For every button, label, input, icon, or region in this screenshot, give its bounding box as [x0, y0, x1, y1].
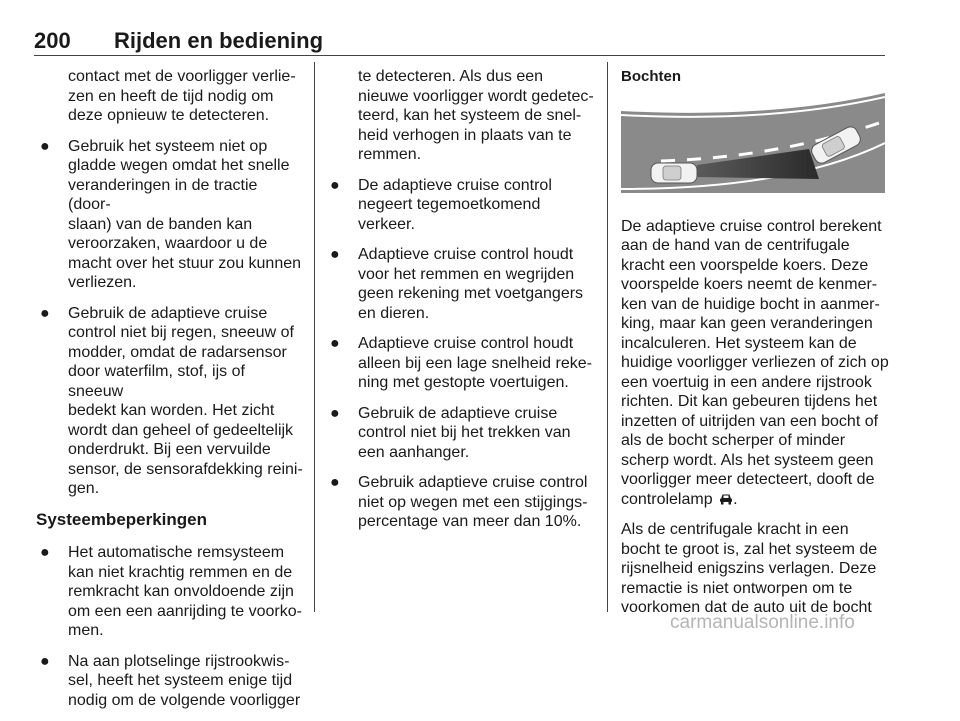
column-divider-2 [607, 62, 608, 612]
text-line: wordt dan geheel of gedeeltelijk [68, 421, 294, 439]
column-divider-1 [314, 62, 315, 612]
text-line: contact met de voorligger verlie- [68, 68, 296, 85]
text-line: macht over het stuur zou kunnen [68, 254, 302, 272]
vehicle-ahead-icon [719, 493, 733, 505]
text-fragment: . [733, 490, 738, 508]
continuation-text [36, 67, 304, 126]
text-line: incalculeren. Het systeem kan de [621, 334, 857, 352]
text-line: Gebruik de adaptieve cruise [68, 304, 268, 322]
bullet-item [326, 334, 598, 393]
text-line: kracht een voorspelde koers. Deze [621, 256, 869, 274]
text-line: remmen. [358, 146, 422, 163]
text-line: kan niet krachtig remmen en de [68, 563, 293, 581]
subsection-title: Bochten [621, 68, 681, 85]
text-line: De adaptieve cruise control berekent [621, 217, 882, 235]
text-line: control niet bij regen, sneeuw of [68, 324, 294, 341]
text-line: voorkomen dat de auto uit de bocht [621, 599, 872, 616]
bullet-item [326, 176, 598, 235]
text-line: richten. Dit kan gebeuren tijdens het [621, 393, 878, 410]
text-line: alleen bij een lage snelheid reke- [358, 354, 592, 372]
bullet-dot-icon: ● [40, 137, 50, 155]
text-line: Gebruik adaptieve cruise control [358, 474, 588, 491]
paragraph [621, 217, 889, 510]
text-line: heid verhogen in plaats van te [358, 126, 572, 144]
bullet-dot-icon: ● [330, 335, 340, 352]
text-line: De adaptieve cruise control [358, 176, 552, 194]
own-car [651, 163, 697, 183]
text-line: veroorzaken, waardoor u de [68, 235, 268, 252]
text-line: percentage van meer dan 10%. [358, 513, 582, 530]
curve-radar-illustration [621, 93, 885, 201]
text-line: een aanhanger. [358, 443, 470, 461]
text-line: scherp wordt. Als het systeem geen [621, 451, 874, 469]
bullet-dot-icon: ● [40, 544, 50, 561]
text-line: bocht te groot is, zal het systeem de [621, 540, 878, 558]
text-line: sensor, de sensorafdekking reini- [68, 460, 303, 478]
bullet-item [36, 304, 304, 499]
text-line: remkracht kan onvoldoende zijn [68, 583, 294, 600]
text-line: een voertuig in een andere rijstrook [621, 373, 872, 391]
text-line: zen en heeft de tijd nodig om [68, 87, 274, 105]
text-line: Het automatische remsysteem [68, 544, 285, 561]
text-line: ning met gestopte voertuigen. [358, 374, 569, 391]
bullet-dot-icon: ● [40, 652, 50, 670]
watermark: carmanualsonline.info [670, 612, 855, 633]
text-line: teerd, kan het systeem de snel- [358, 107, 582, 124]
text-line: ken van de huidige bocht in aanmer- [621, 295, 880, 313]
text-line: voorspelde koers neemt de kenmer- [621, 276, 878, 293]
text-line: nieuwe voorligger wordt gedetec- [358, 87, 594, 105]
page-header [34, 28, 885, 52]
text-line: aan de hand van de centrifugale [621, 237, 850, 254]
bullet-item [326, 245, 598, 323]
text-line: deze opnieuw te detecteren. [68, 107, 270, 124]
text-line: inzetten of uitrijden van een bocht of [621, 412, 879, 430]
text-line: modder, omdat de radarsensor [68, 343, 287, 361]
column-2 [326, 67, 598, 543]
text-line: men. [68, 622, 104, 639]
text-line: voor het remmen en wegrijden [358, 265, 575, 283]
bullet-dot-icon: ● [330, 404, 340, 422]
text-line [621, 490, 889, 510]
roadside [621, 193, 885, 201]
text-line: geen rekening met voetgangers [358, 285, 584, 302]
text-line: Als de centrifugale kracht in een [621, 521, 849, 538]
text-line: Gebruik het systeem niet op [68, 137, 268, 155]
text-line: negeert tegemoetkomend [358, 196, 541, 213]
header-rule [34, 55, 885, 56]
text-line: te detecteren. Als dus een [358, 68, 544, 85]
column-3 [621, 67, 889, 629]
bullet-dot-icon: ● [330, 176, 340, 194]
text-line: huidige voorligger verliezen of zich op [621, 354, 889, 371]
bullet-item [36, 137, 304, 293]
text-line: om een een aanrijding te voorko- [68, 602, 302, 620]
bullet-item [326, 404, 598, 463]
text-line: gladde wegen omdat het snelle [68, 157, 290, 174]
text-line: king, maar kan geen veranderingen [621, 315, 873, 332]
text-line: als de bocht scherper of minder [621, 432, 846, 449]
text-line: sel, heeft het systeem enige tijd [68, 672, 293, 689]
text-line: verliezen. [68, 274, 137, 291]
page-number: 200 [34, 28, 71, 53]
bullet-dot-icon: ● [330, 474, 340, 491]
text-fragment: controlelamp [621, 490, 713, 508]
paragraph [621, 520, 889, 618]
bullet-item [36, 543, 304, 641]
text-line: Adaptieve cruise control houdt [358, 246, 574, 263]
text-line: veranderingen in de tractie (door- [68, 176, 258, 213]
text-line: door waterfilm, stof, ijs of sneeuw [68, 363, 245, 400]
bullet-dot-icon: ● [40, 304, 50, 322]
text-line: remactie is niet ontworpen om te [621, 579, 853, 597]
column-1 [36, 67, 304, 721]
text-line: Adaptieve cruise control houdt [358, 335, 574, 352]
text-line: nodig om de volgende voorligger [68, 691, 301, 709]
section-title: Systeembeperkingen [36, 509, 208, 529]
bullet-dot-icon: ● [330, 246, 340, 263]
text-line: voorligger meer detecteert, dooft de [621, 471, 875, 488]
bullet-item [36, 652, 304, 711]
chapter-title: Rijden en bediening [114, 28, 324, 53]
text-line: gen. [68, 480, 100, 497]
bullet-item [326, 473, 598, 532]
text-line: slaan) van de banden kan [68, 215, 253, 233]
continuation-text [326, 67, 598, 165]
text-line: verkeer. [358, 215, 415, 233]
text-line: rijsnelheid enigszins verlagen. Deze [621, 560, 877, 577]
text-line: Gebruik de adaptieve cruise [358, 404, 558, 422]
text-line: niet op wegen met een stijgings- [358, 493, 588, 511]
text-line: onderdrukt. Bij een vervuilde [68, 441, 271, 458]
text-line: control niet bij het trekken van [358, 424, 571, 441]
text-line: bedekt kan worden. Het zicht [68, 402, 275, 419]
text-line: en dieren. [358, 304, 430, 322]
text-line: Na aan plotselinge rijstrookwis- [68, 652, 290, 670]
